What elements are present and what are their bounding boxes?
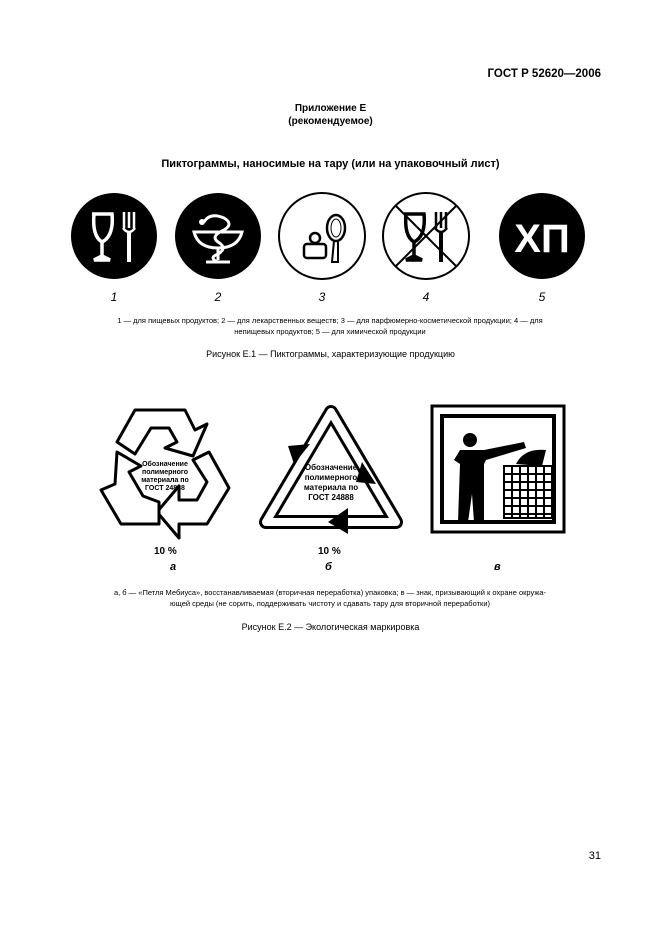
annex-title: Приложение Е xyxy=(294,103,367,114)
standard-header: ГОСТ Р 52620—2006 xyxy=(487,68,601,80)
pharmacy-bowl-snake-icon xyxy=(174,192,262,280)
pictogram-number-5: 5 xyxy=(538,290,546,304)
section-title: Пиктограммы, наносимые на тару (или на упаковочный лист) xyxy=(161,158,500,170)
mobius-text-line-1: Обозначение xyxy=(142,461,188,468)
legend-line: непищевых продуктов; 5 — для химической продукции xyxy=(234,327,426,336)
percent-label-b: 10 % xyxy=(318,546,341,557)
figure-caption-1: Рисунок Е.1 — Пиктограммы, характеризующие продукцию xyxy=(206,349,455,359)
food-glass-fork-icon xyxy=(70,192,158,280)
figure-letter-c: в xyxy=(494,561,501,573)
crossed-glass-fork-icon xyxy=(382,192,470,280)
triangle-text-line-2: полимерного xyxy=(304,473,358,482)
chemical-xp-icon xyxy=(498,192,586,280)
legend-line: а, б — «Петля Мебиуса», восстанавливаемая (вторичная переработка) упаковка; в — знак, призывающий к охране окружа- xyxy=(113,588,547,597)
pictogram-number-3: 3 xyxy=(318,290,326,304)
pictogram-number-2: 2 xyxy=(214,290,222,304)
legend-pictograms xyxy=(60,315,600,337)
perfume-mirror-icon xyxy=(278,192,366,280)
legend-line: 1 — для пищевых продуктов; 2 — для лекарственных веществ; 3 — для парфюмерно-косметической продукции; 4 — для xyxy=(117,316,543,325)
annex-subtitle: (рекомендуемое) xyxy=(288,116,373,127)
pictogram-number-1: 1 xyxy=(110,290,118,304)
figure-letter-b: б xyxy=(325,561,332,573)
triangle-text-line-3: материала по xyxy=(303,483,359,492)
mobius-loop-icon xyxy=(95,400,235,540)
mobius-text-line-3: материала по xyxy=(141,477,189,484)
legend-line: ющей среды (не сорить, поддерживать чистоту и сдавать тару для вторичной переработки) xyxy=(169,599,491,608)
tidy-man-icon xyxy=(430,404,566,534)
pictogram-number-4: 4 xyxy=(422,290,430,304)
annex-heading xyxy=(0,102,661,128)
figure-caption-2: Рисунок Е.2 — Экологическая маркировка xyxy=(241,622,420,632)
triangle-text-line-1: Обозначение xyxy=(304,463,358,472)
chemical-xp-text: ХП xyxy=(514,217,570,261)
legend-eco xyxy=(60,587,600,609)
mobius-text-line-2: полимерного xyxy=(141,469,189,476)
mobius-text-line-4: ГОСТ 24888 xyxy=(145,485,185,492)
figure-letter-a: а xyxy=(170,561,177,573)
triangle-text-line-4: ГОСТ 24888 xyxy=(308,493,354,502)
triangle-loop-icon xyxy=(258,404,404,534)
percent-label-a: 10 % xyxy=(154,546,177,557)
page-number: 31 xyxy=(588,850,601,862)
